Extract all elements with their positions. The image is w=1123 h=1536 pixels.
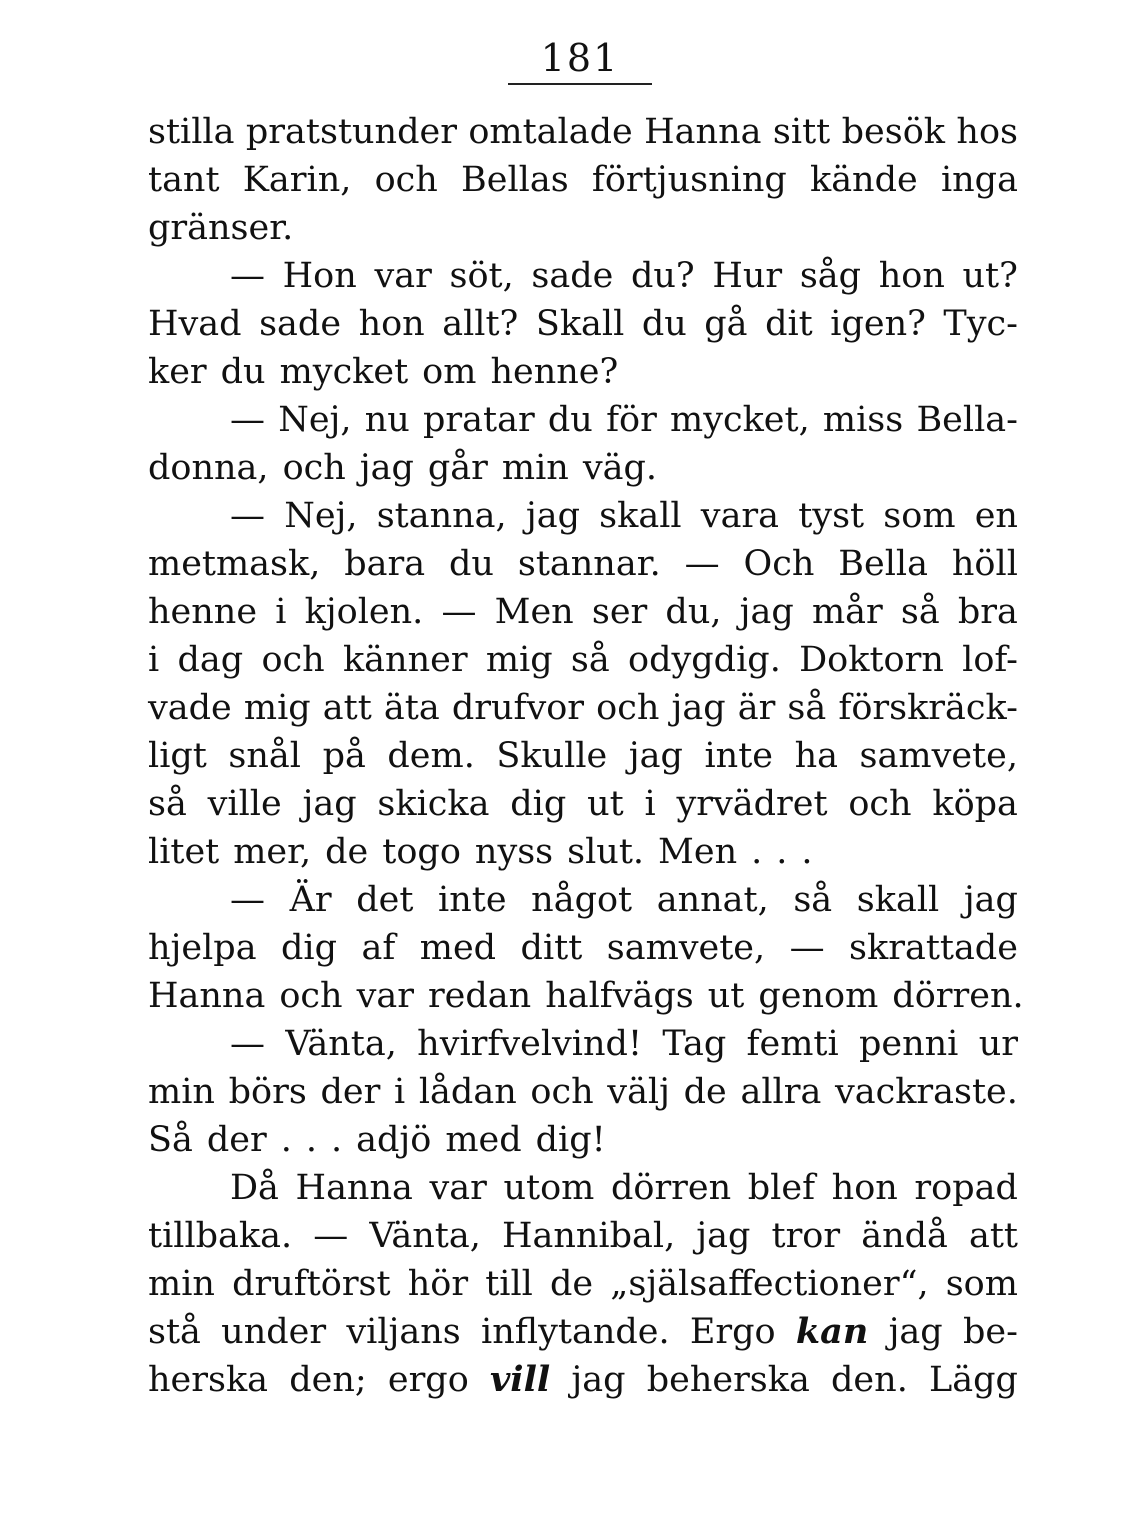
word: sade [531, 256, 614, 296]
word: kan [795, 1311, 869, 1352]
word: om [422, 352, 477, 392]
word: välj [607, 1072, 670, 1112]
word: stannar. [517, 544, 661, 584]
word: tillbaka. [148, 1216, 293, 1256]
word: inte [704, 736, 773, 776]
word: ditt [520, 928, 583, 968]
word: Hur [712, 256, 783, 296]
word: jag [571, 1360, 626, 1400]
word: jag [696, 1216, 751, 1256]
word: „själsaffectioner“, [610, 1264, 929, 1304]
word: snål [228, 736, 301, 776]
word: var [356, 976, 414, 1016]
word: gränser. [148, 208, 294, 248]
word: nu [364, 400, 410, 440]
word: togo [382, 832, 461, 872]
word: — [230, 880, 265, 920]
word: Ergo [689, 1312, 776, 1352]
word: Hanna [295, 1168, 413, 1208]
word: en [974, 496, 1018, 536]
word: — [789, 928, 825, 968]
word: Är [289, 880, 332, 920]
word: bra [957, 592, 1018, 632]
word: vackraste. [834, 1072, 1018, 1112]
word: kände [809, 160, 918, 200]
word: skicka [377, 784, 490, 824]
word: dit [765, 304, 813, 344]
word: för [606, 400, 657, 440]
word: ut [587, 784, 624, 824]
text-line [148, 1068, 1018, 1116]
word: allra [740, 1072, 822, 1112]
word: ker [148, 352, 207, 392]
word: Tag [662, 1024, 727, 1064]
word: henne? [490, 352, 619, 392]
word: Men [658, 832, 738, 872]
word: att [322, 688, 372, 728]
word: dem. [387, 736, 475, 776]
word: så [148, 784, 187, 824]
word: Vänta, [369, 1216, 481, 1256]
text-line [148, 1116, 1018, 1164]
word: jag [302, 784, 357, 824]
word: köpa [932, 784, 1018, 824]
word: Men [494, 592, 574, 632]
text-line [148, 396, 1018, 444]
word: vara [700, 496, 780, 536]
word: såg [799, 256, 862, 296]
word: stå [148, 1312, 201, 1352]
text-line [148, 924, 1018, 972]
word: ville [207, 784, 282, 824]
text-line [148, 972, 1024, 1020]
text-line [148, 732, 1018, 780]
word: Då [230, 1168, 279, 1208]
word: mer, [233, 832, 312, 872]
word: — [684, 544, 720, 584]
word: nyss [474, 832, 554, 872]
word: miss [822, 400, 904, 440]
text-line [148, 684, 1018, 732]
word: ligt [148, 736, 207, 776]
word: i [644, 784, 656, 824]
word: du [641, 304, 687, 344]
word: . [751, 832, 763, 872]
word: . [801, 832, 813, 872]
word: femti [746, 1024, 839, 1064]
word: att [969, 1216, 1018, 1256]
word: i [393, 1072, 406, 1112]
word: igen? [830, 304, 926, 344]
word: hos [956, 112, 1018, 152]
word: Doktorn [799, 640, 944, 680]
word: jag [525, 496, 580, 536]
body-text [148, 108, 1024, 1404]
word: Bella- [916, 400, 1018, 440]
word: be- [962, 1312, 1018, 1352]
word: de [549, 1264, 594, 1304]
word: du [449, 544, 494, 584]
word: vade [148, 688, 232, 728]
text-line [148, 156, 1018, 204]
text-line [148, 588, 1018, 636]
word: känner [342, 640, 468, 680]
word: — [230, 496, 265, 536]
word: Karin, [242, 160, 352, 200]
word: och [530, 1072, 594, 1112]
word: ropad [914, 1168, 1018, 1208]
word: mycket [279, 352, 409, 392]
word: mig [485, 640, 553, 680]
word: så [570, 640, 610, 680]
text-line [148, 204, 1018, 252]
word: litet [148, 832, 220, 872]
word: . [305, 1120, 317, 1160]
word: bara [344, 544, 426, 584]
word: yrvädret [676, 784, 828, 824]
word: ergo [387, 1360, 469, 1400]
word: söt, [449, 256, 514, 296]
word: och [374, 160, 438, 200]
word: dig [510, 784, 567, 824]
header-rule [508, 83, 652, 85]
word: der [320, 1072, 381, 1112]
word: du? [630, 256, 695, 296]
word: — [441, 592, 477, 632]
word: inte [438, 880, 507, 920]
word: donna, [148, 448, 269, 488]
word: så [900, 592, 940, 632]
word: börs [228, 1072, 307, 1112]
word: Hvad [148, 304, 242, 344]
word: genom [758, 976, 879, 1016]
word: samvete, [859, 736, 1018, 776]
word: ser [591, 592, 648, 632]
word: mycket, [670, 400, 810, 440]
word: som [883, 496, 956, 536]
word: — [230, 256, 265, 296]
text-line [148, 1260, 1018, 1308]
word: den. [831, 1360, 908, 1400]
word: sitt [772, 112, 831, 152]
word: herska [148, 1360, 269, 1400]
word: drufvor [451, 688, 585, 728]
word: hör [407, 1264, 469, 1304]
word: druftörst [232, 1264, 391, 1304]
word: af [361, 928, 396, 968]
word: så [793, 880, 833, 920]
text-line [148, 348, 1018, 396]
word: mår [811, 592, 883, 632]
word: henne [148, 592, 258, 632]
word: med [419, 928, 497, 968]
word: var [429, 1168, 487, 1208]
word: der [206, 1120, 267, 1160]
page-number: 181 [540, 36, 620, 80]
word: så [787, 688, 827, 728]
word: och [282, 448, 346, 488]
word: metmask, [148, 544, 321, 584]
word: Bella [838, 544, 928, 584]
word: Lägg [929, 1360, 1018, 1400]
word: jag [359, 448, 414, 488]
word: som [945, 1264, 1018, 1304]
word: höll [951, 544, 1018, 584]
word: Nej, [284, 496, 358, 536]
text-line [148, 444, 1018, 492]
text-line [148, 108, 1018, 156]
word: Skall [535, 304, 625, 344]
word: — [230, 400, 265, 440]
word: Hannibal, [501, 1216, 676, 1256]
word: min [148, 1264, 215, 1304]
word: ur [978, 1024, 1018, 1064]
word: vill [489, 1359, 551, 1400]
word: tant [148, 160, 220, 200]
word: hjelpa [148, 928, 257, 968]
word: till [485, 1264, 533, 1304]
word: Bellas [461, 160, 569, 200]
word: slut. [567, 832, 645, 872]
word: . [280, 1120, 292, 1160]
word: och [261, 640, 325, 680]
word: de [325, 832, 369, 872]
word: Och [743, 544, 815, 584]
word: är [737, 688, 776, 728]
word: och [596, 688, 660, 728]
word: dig [281, 928, 338, 968]
text-line [148, 300, 1018, 348]
word: utom [503, 1168, 595, 1208]
word: något [531, 880, 633, 920]
word: viljans [346, 1312, 461, 1352]
word: under [221, 1312, 327, 1352]
word: — [313, 1216, 349, 1256]
text-line [148, 1356, 1018, 1404]
word: går [427, 448, 488, 488]
text-line [148, 876, 1018, 924]
word: och [279, 976, 343, 1016]
word: Hanna [644, 112, 762, 152]
word: stilla [148, 112, 235, 152]
word: ha [794, 736, 838, 776]
word: Vänta, [285, 1024, 397, 1064]
word: penni [858, 1024, 959, 1064]
word: skall [856, 880, 940, 920]
word: allt? [442, 304, 519, 344]
word: Tyc- [943, 304, 1018, 344]
word: pratar [423, 400, 535, 440]
text-line [148, 1212, 1018, 1260]
word: det [356, 880, 414, 920]
word: hon [358, 304, 425, 344]
word: ut [707, 976, 745, 1016]
word: lådan [418, 1072, 517, 1112]
word: i [275, 592, 287, 632]
text-line [148, 780, 1018, 828]
word: tyst [798, 496, 865, 536]
word: ut? [962, 256, 1018, 296]
word: dag [177, 640, 244, 680]
word: . [776, 832, 788, 872]
word: de [683, 1072, 727, 1112]
word: adjö [356, 1120, 432, 1160]
word: omtalade [468, 112, 633, 152]
word: — [230, 1024, 265, 1064]
word: väg. [582, 448, 658, 488]
word: annat, [656, 880, 769, 920]
text-line [148, 828, 1018, 876]
text-line [148, 252, 1018, 300]
word: beherska [646, 1360, 810, 1400]
word: dörren [610, 1168, 732, 1208]
word: hvirfvelvind! [417, 1024, 643, 1064]
word: odygdig. [628, 640, 781, 680]
text-line [148, 1308, 1018, 1356]
word: var [374, 256, 432, 296]
word: Nej, [278, 400, 352, 440]
word: kjolen. [304, 592, 424, 632]
word: lof- [962, 640, 1018, 680]
text-line [148, 540, 1018, 588]
word: dörren. [892, 976, 1024, 1016]
word: du [547, 400, 593, 440]
word: hon [878, 256, 945, 296]
word: i [148, 640, 160, 680]
text-line [148, 1020, 1018, 1068]
word: inga [940, 160, 1018, 200]
word: Så [148, 1120, 193, 1160]
word: förtjusning [591, 160, 787, 200]
word: ändå [861, 1216, 948, 1256]
word: du [220, 352, 266, 392]
word: min [501, 448, 569, 488]
word: jag [888, 1312, 943, 1352]
word: hon [831, 1168, 898, 1208]
word: Skulle [496, 736, 608, 776]
word: skall [599, 496, 682, 536]
word: redan [427, 976, 532, 1016]
word: halfvägs [545, 976, 694, 1016]
word: jag [628, 736, 683, 776]
text-line [148, 492, 1018, 540]
word: stanna, [376, 496, 507, 536]
word: besök [841, 112, 945, 152]
word: skrattade [849, 928, 1018, 968]
word: jag [671, 688, 726, 728]
text-line [148, 1164, 1018, 1212]
word: äta [383, 688, 440, 728]
word: med [445, 1120, 522, 1160]
word: den; [289, 1360, 367, 1400]
word: Hon [282, 256, 357, 296]
word: och [848, 784, 912, 824]
word: jag [739, 592, 794, 632]
word: Hanna [148, 976, 266, 1016]
word: blef [747, 1168, 816, 1208]
word: mig [243, 688, 311, 728]
word: du, [665, 592, 722, 632]
word: förskräck- [838, 688, 1018, 728]
word: samvete, [606, 928, 766, 968]
word: jag [963, 880, 1018, 920]
word: på [322, 736, 366, 776]
word: dig! [535, 1120, 606, 1160]
word: sade [259, 304, 342, 344]
word: tror [771, 1216, 841, 1256]
word: pratstunder [245, 112, 457, 152]
word: gå [704, 304, 748, 344]
word: inflytande. [481, 1312, 670, 1352]
text-line [148, 636, 1018, 684]
word: . [330, 1120, 343, 1160]
word: min [148, 1072, 215, 1112]
